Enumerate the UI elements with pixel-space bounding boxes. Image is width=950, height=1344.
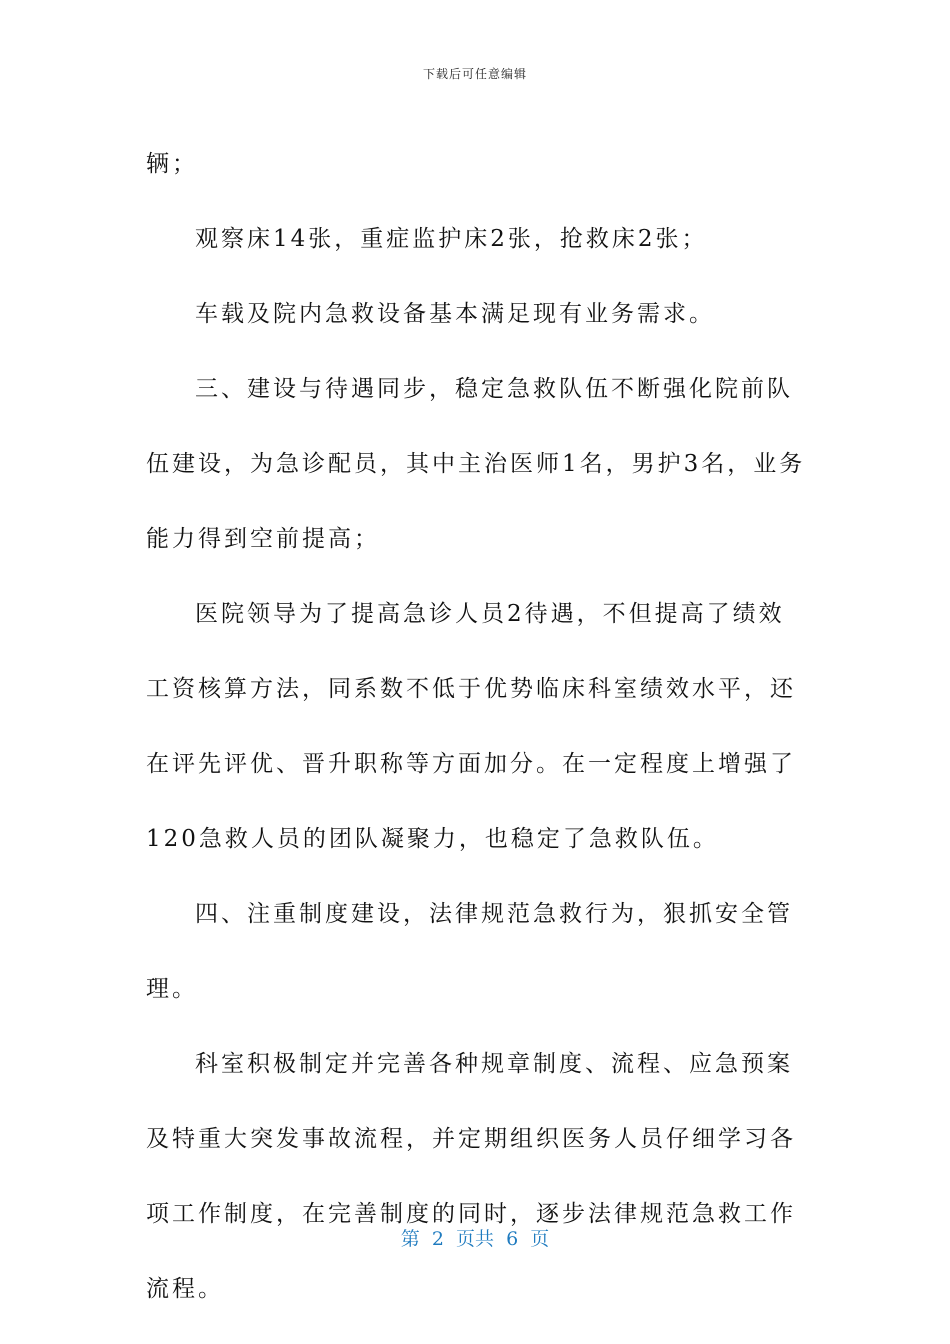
page-header: 下载后可任意编辑: [422, 67, 527, 81]
document-body: [146, 127, 806, 1327]
paragraph-regulations: 科室积极制定并完善各种规章制度、流程、应急预案及特重大突发事故流程，并定期组织医务人员仔细学习各项工作制度，在完善制度的同时，逐步法律规范急救工作流程。: [146, 1051, 796, 1302]
paragraph-beds: 观察床14张，重症监护床2张，抢救床2张；: [195, 226, 708, 252]
paragraph-section-three: 三、建设与待遇同步，稳定急救队伍不断强化院前队伍建设，为急诊配员，其中主治医师1名，男护3名，业务能力得到空前提高；: [146, 376, 806, 552]
paragraph-equipment: 车载及院内急救设备基本满足现有业务需求。: [195, 301, 715, 327]
page-number-footer: 第 2 页共 6 页: [400, 1228, 550, 1250]
paragraph-benefits: 医院领导为了提高急诊人员2待遇，不但提高了绩效工资核算方法，同系数不低于优势临床科室绩效水平，还在评先评优、晋升职称等方面加分。在一定程度上增强了120急救人员的团队凝聚力，也稳定了急救队伍。: [146, 601, 796, 852]
paragraph-continuation: 辆；: [146, 151, 198, 177]
paragraph-section-four: 四、注重制度建设，法律规范急救行为，狠抓安全管理。: [146, 901, 793, 1002]
